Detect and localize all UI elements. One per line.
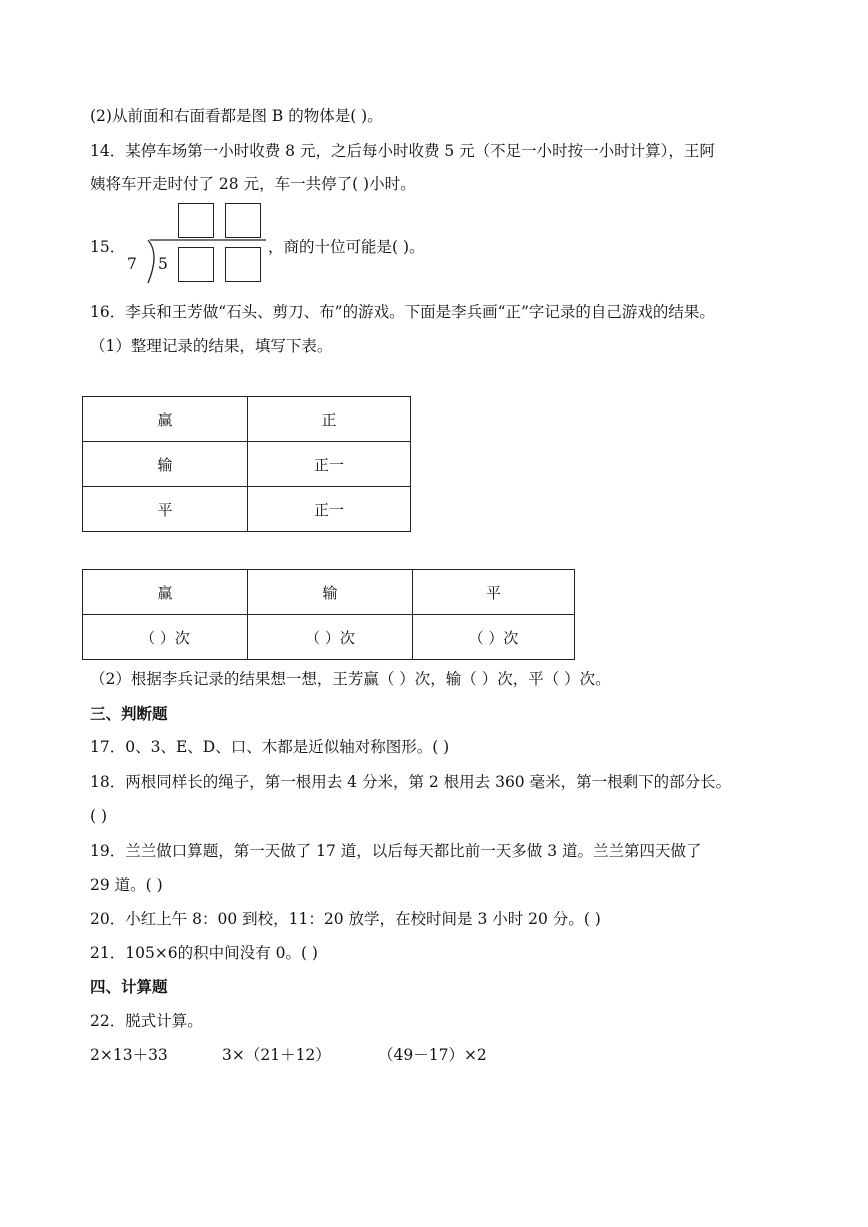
table-row [83, 397, 411, 442]
tally-marks: 正一 [248, 442, 411, 487]
tally-marks: 正一 [248, 487, 411, 532]
question-20: 20．小红上午 8：00 到校，11：20 放学，在校时间是 3 小时 20 分。( ) [90, 910, 601, 928]
table-row [83, 442, 411, 487]
answer-cell-lose[interactable]: （ ）次 [248, 615, 413, 660]
result-count-table [82, 569, 575, 660]
tally-record-table [82, 396, 411, 532]
calc-expression-1: 2×13＋33 [90, 1046, 168, 1064]
table-header-row [83, 570, 575, 615]
column-header-draw: 平 [413, 570, 575, 615]
outcome-label: 平 [83, 487, 248, 532]
question-21: 21．105×6的积中间没有 0。( ) [90, 944, 318, 962]
question-18-line-1: 18．两根同样长的绳子，第一根用去 4 分米，第 2 根用去 360 毫米，第一根剩下的部分长。 [90, 773, 732, 791]
dividend-hundreds-digit: 5 [158, 255, 168, 273]
question-19-line-1: 19．兰兰做口算题，第一天做了 17 道，以后每天都比前一天多做 3 道。兰兰第四天做了 [90, 842, 702, 860]
dividend-box-ones[interactable] [225, 247, 261, 282]
outcome-label: 赢 [83, 397, 248, 442]
calc-expression-3: （49－17）×2 [378, 1046, 487, 1064]
calc-expression-2: 3×（21＋12） [222, 1046, 331, 1064]
answer-cell-draw[interactable]: （ ）次 [413, 615, 575, 660]
dividend-box-tens[interactable] [178, 247, 214, 282]
column-header-lose: 输 [248, 570, 413, 615]
question-16-sub-2: （2）根据李兵记录的结果想一想，王芳赢（ ）次，输（ ）次，平（ ）次。 [90, 670, 611, 688]
column-header-win: 赢 [83, 570, 248, 615]
question-16-line-1: 16．李兵和王芳做“石头、剪刀、布”的游戏。下面是李兵画“正”字记录的自己游戏的结果。 [90, 303, 715, 321]
outcome-label: 输 [83, 442, 248, 487]
table-row [83, 487, 411, 532]
question-16-sub-1: （1）整理记录的结果，填写下表。 [90, 337, 333, 355]
question-13-part-2: (2)从前面和右面看都是图 B 的物体是( )。 [90, 107, 383, 125]
question-15-number: 15． [90, 238, 126, 256]
divisor: 7 [127, 255, 137, 273]
question-17: 17．0、3、E、D、口、木都是近似轴对称图形。( ) [90, 738, 450, 756]
question-22: 22．脱式计算。 [90, 1012, 203, 1030]
section-heading-calculation: 四、计算题 [90, 978, 168, 996]
section-heading-judgement: 三、判断题 [90, 705, 168, 723]
question-18-line-2: ( ) [90, 807, 108, 825]
tally-marks: 正 [248, 397, 411, 442]
question-15-text: ，商的十位可能是( )。 [268, 238, 425, 256]
question-14-line-1: 14．某停车场第一小时收费 8 元，之后每小时收费 5 元（不足一小时按一小时计算），王阿 [90, 142, 715, 160]
table-row [83, 615, 575, 660]
answer-cell-win[interactable]: （ ）次 [83, 615, 248, 660]
question-19-line-2: 29 道。( ) [90, 876, 163, 894]
question-14-line-2: 姨将车开走时付了 28 元，车一共停了( )小时。 [90, 175, 416, 193]
